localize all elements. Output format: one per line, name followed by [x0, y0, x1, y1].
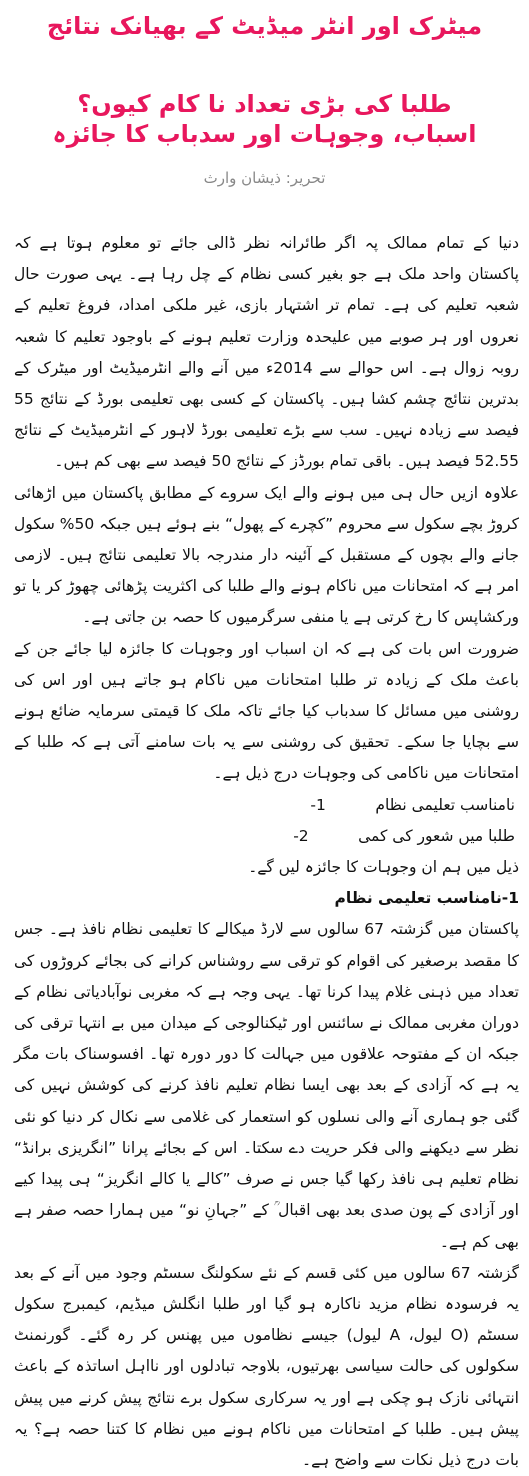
- paragraph-survey: علاوہ ازیں حال ہی میں ہونے والے ایک سروے کے مطابق پاکستان میں اڑھائی کروڑ بچے سکول سے محروم ”کچرے کے پھول“ بنے ہوئے ہیں جبکہ 50% سکول جانے والے بچوں کے مستقبل کے آئینہ دار مندرجہ بالا تعلیمی نتائج ہیں۔ لازمی امر ہے کہ امتحانات میں ناکام ہونے والے طلبا کی اکثریت پڑھائی چھوڑ کر یا تو ورکشاپس کا رخ کرتی ہے یا منفی سرگرمیوں کا حصہ بن جاتی ہے۔: [14, 483, 519, 627]
- headline: میٹرک اور انٹر میڈیٹ کے بھیانک نتائج: [46, 12, 483, 40]
- list-item-text: نامناسب تعلیمی نظام: [375, 795, 515, 814]
- list-item-text: طلبا میں شعور کی کمی: [358, 826, 515, 845]
- list-item: [14, 821, 519, 852]
- subheadline: طلبا کی بڑی تعداد نا کام کیوں؟: [77, 90, 452, 118]
- paragraph-intro: دنیا کے تمام ممالک پہ اگر طائرانہ نظر ڈالی جائے تو معلوم ہوتا ہے کہ پاکستان واحد ملک ہے جو بغیر کسی نظام کے چل رہا ہے۔ یہی صورت حال شعبہ تعلیم کی ہے۔ تمام تر اشتہار بازی، غیر ملکی امداد، فروغ تعلیم کے نعروں اور ہر صوبے میں علیحدہ وزارت تعلیم ہونے کے باوجود تعلیم کا شعبہ روبہ زوال ہے۔ اس حوالے سے 2014ء میں آنے والے انٹرمیڈیٹ اور میٹرک کے بدترین نتائج چشم کشا ہیں۔ پاکستان کے کسی بھی تعلیمی بورڈ کے نتائج 55 فیصد سے زیادہ نہیں۔ سب سے بڑے تعلیمی بورڈ لاہور کے انٹرمیڈیٹ کے نتائج 52.55 فیصد ہیں۔ باقی تمام بورڈز کے نتائج 50 فیصد سے بھی کم ہیں۔: [14, 234, 519, 471]
- paragraph-causes: ضرورت اس بات کی ہے کہ ان اسباب اور وجوہات کا جائزہ لیا جائے جن کے باعث ملک کے زیادہ تر طلبا امتحانات میں ناکام ہو جاتے ہیں اور اس کی روشنی میں مسائل کا سدباب کیا جائے تاکہ ملک کا قیمتی سرمایہ ضائع ہونے سے بچایا جا سکے۔ تحقیق کی روشنی سے یہ بات سامنے آتی ہے کہ طلبا کے امتحانات میں ناکامی کی وجوہات درج ذیل ہے۔: [14, 639, 519, 783]
- list-item-number: -2: [293, 826, 309, 845]
- list-item-number: -1: [310, 795, 326, 814]
- byline: تحریر: ذیشان وارث: [203, 169, 326, 187]
- paragraph-schooling-systems: گزشتہ 67 سالوں میں کئی قسم کے نئے سکولنگ سسٹم وجود میں آنے کے بعد یہ فرسودہ نظام مزید ناکارہ ہو گیا اور طلبا انگلش میڈیم، کیمبرج سکول سسٹم (O لیول، A لیول) جیسے نظاموں میں پھنس کر رہ گئے۔ گورنمنٹ سکولوں کی حالت سیاسی بھرتیوں، بلاوجہ تبادلوں اور نااہل اساتذہ کے باعث انتہائی نازک ہو چکی ہے اور یہ سرکاری سکول برے نتائج پیش کرنے میں پیش پیش ہیں۔ طلبا کے امتحانات میں ناکام ہونے میں نظام کا کتنا حصہ ہے؟ یہ بات درج ذیل نکات سے واضح ہے۔: [14, 1263, 519, 1469]
- article-body: [14, 228, 519, 1476]
- section-heading: 1-نامناسب تعلیمی نظام: [334, 889, 519, 908]
- paragraph-education-system: پاکستان میں گزشتہ 67 سالوں سے لارڈ میکالے کا تعلیمی نظام نافذ ہے۔ جس کا مقصد برصغیر کی اقوام کو ترقی سے روشناس کرانے کی بجائے کروڑوں کی تعداد میں ذہنی غلام پیدا کرنا تھا۔ یہی وجہ ہے کہ مغربی نوآبادیاتی نظام کے دوران مغربی ممالک نے سائنس اور ٹیکنالوجی کے میدان میں بے انتہا ترقی کی جبکہ ان کے مفتوحہ علاقوں میں جہالت کا دور دورہ تھا۔ افسوسناک بات مگر یہ ہے کہ آزادی کے بعد بھی ایسا نظام تعلیم نافذ کرنے کی کوشش نہیں کی گئی جو ہماری آنے والی نسلوں کو استعمار کی غلامی سے نکال کر دنیا کو نئی نظر سے دیکھنے والی فکر حریت دے سکتا۔ اس کے بجائے پرانا ”انگریزی برانڈ“ نظام تعلیم ہی نافذ رکھا گیا جس نے صرف ”کالے یا کالے انگریز“ ہی پیدا کیے اور آزادی کے پون صدی بعد بھی اقبال ؒ کے ”جہانِ نو“ میں ہمارا حصہ صفر ہے بھی کم ہے۔: [14, 920, 519, 1251]
- paragraph-transition: ذیل میں ہم ان وجوہات کا جائزہ لیں گے۔: [248, 858, 519, 877]
- list-item: [14, 790, 519, 821]
- section-subtitle: اسباب، وجوہات اور سدباب کا جائزہ: [52, 120, 477, 148]
